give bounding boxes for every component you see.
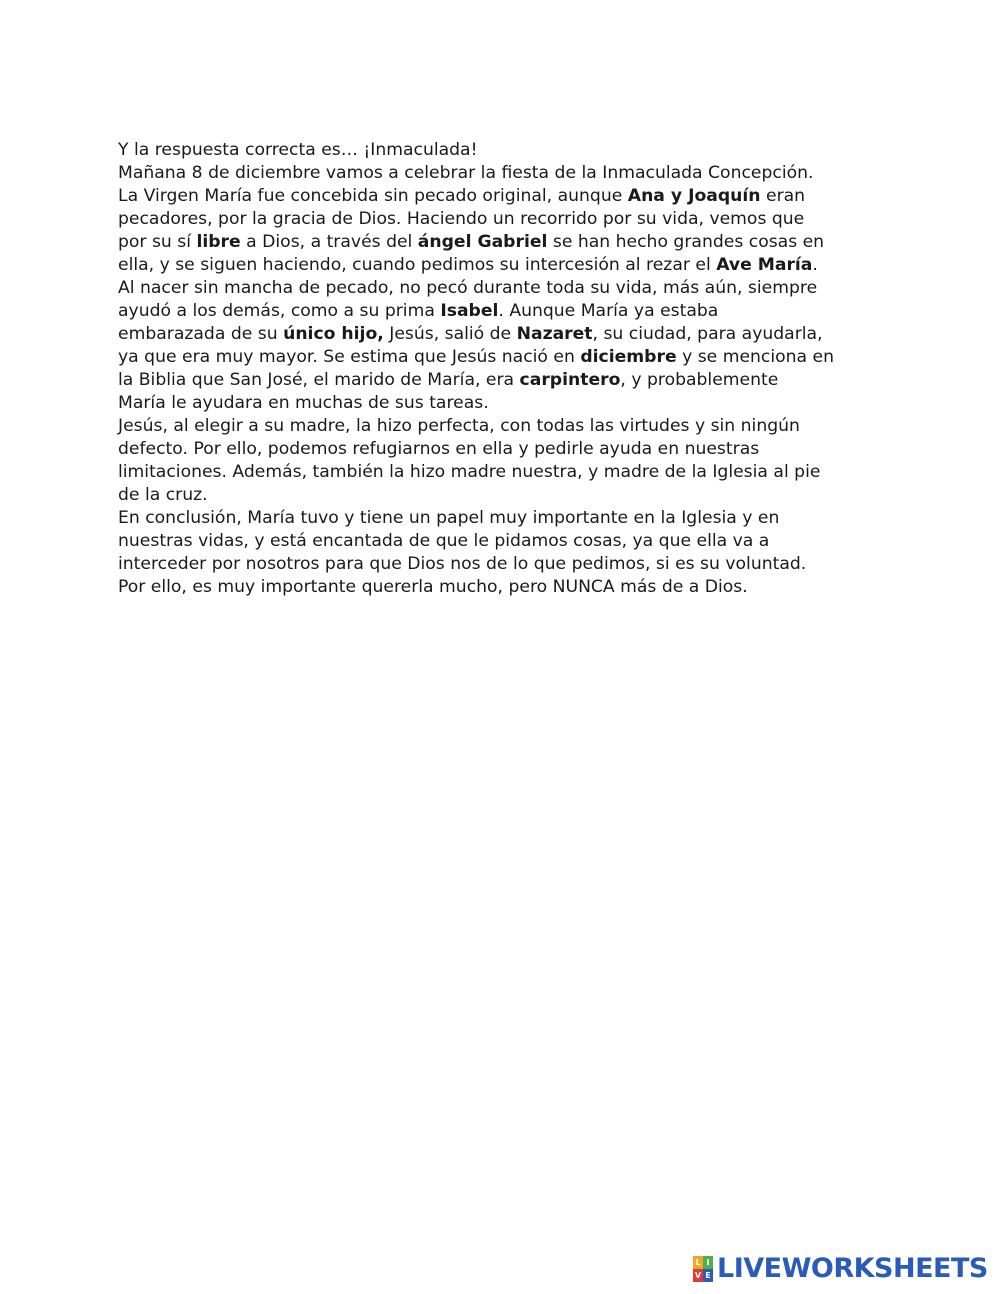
text-line	[118, 438, 888, 461]
text-line	[118, 576, 888, 599]
text-line	[118, 415, 888, 438]
text-line	[118, 208, 888, 231]
text-line	[118, 300, 888, 323]
text-line	[118, 553, 888, 576]
text-segment: interceder por nosotros para que Dios nos de lo que pedimos, si es su voluntad.	[118, 554, 807, 574]
logo-mark-cell: I	[703, 1256, 713, 1269]
bold-text: Isabel	[440, 301, 499, 321]
text-line	[118, 392, 888, 415]
bold-text: Ave María	[716, 255, 813, 275]
text-segment: ella, y se siguen haciendo, cuando pedimos su intercesión al rezar el	[118, 255, 717, 275]
text-segment: pecadores, por la gracia de Dios. Haciendo un recorrido por su vida, vemos que	[118, 209, 805, 229]
text-line	[118, 323, 888, 346]
bold-text: Ana y Joaquín	[627, 186, 761, 206]
text-segment: ayudó a los demás, como a su prima	[118, 301, 441, 321]
text-segment: La Virgen María fue concebida sin pecado original, aunque	[118, 186, 628, 206]
bold-text: libre	[196, 232, 241, 252]
text-segment: Mañana 8 de diciembre vamos a celebrar la fiesta de la Inmaculada Concepción.	[118, 163, 814, 183]
text-segment: limitaciones. Además, también la hizo madre nuestra, y madre de la Iglesia al pie	[118, 462, 821, 482]
logo-mark-cell: V	[693, 1269, 703, 1282]
text-segment: a Dios, a través del	[240, 232, 418, 252]
logo-text: LIVEWORKSHEETS	[717, 1253, 988, 1284]
bold-text: ángel Gabriel	[417, 232, 548, 252]
worksheet-text	[118, 139, 888, 599]
text-segment: ya que era muy mayor. Se estima que Jesús nació en	[118, 347, 581, 367]
text-segment: En conclusión, María tuvo y tiene un papel muy importante en la Iglesia y en	[118, 508, 780, 528]
logo-mark-icon	[693, 1256, 713, 1282]
logo-mark-cell: L	[693, 1256, 703, 1269]
text-segment: se han hecho grandes cosas en	[547, 232, 825, 252]
text-line	[118, 231, 888, 254]
text-line	[118, 369, 888, 392]
text-segment: Jesús, salió de	[383, 324, 517, 344]
bold-text: único hijo,	[283, 324, 384, 344]
text-segment: María le ayudara en muchas de sus tareas.	[118, 393, 489, 413]
text-segment: embarazada de su	[118, 324, 284, 344]
text-segment: , y probablemente	[620, 370, 779, 390]
text-line	[118, 484, 888, 507]
text-line	[118, 185, 888, 208]
text-segment: por su sí	[118, 232, 197, 252]
logo-mark-cell: E	[703, 1269, 713, 1282]
text-line	[118, 346, 888, 369]
text-line	[118, 254, 888, 277]
bold-text: carpintero	[519, 370, 621, 390]
text-segment: defecto. Por ello, podemos refugiarnos en ella y pedirle ayuda en nuestras	[118, 439, 760, 459]
text-segment: Jesús, al elegir a su madre, la hizo perfecta, con todas las virtudes y sin ningún	[118, 416, 800, 436]
text-segment: la Biblia que San José, el marido de María, era	[118, 370, 520, 390]
text-segment: Y la respuesta correcta es… ¡Inmaculada!	[118, 140, 478, 160]
text-line	[118, 461, 888, 484]
text-segment: . Aunque María ya estaba	[498, 301, 719, 321]
text-line	[118, 277, 888, 300]
text-segment: de la cruz.	[118, 485, 208, 505]
text-line	[118, 530, 888, 553]
text-segment: Por ello, es muy importante quererla mucho, pero NUNCA más de a Dios.	[118, 577, 748, 597]
text-segment: , su ciudad, para ayudarla,	[592, 324, 823, 344]
text-segment: Al nacer sin mancha de pecado, no pecó durante toda su vida, más aún, siempre	[118, 278, 818, 298]
text-segment: eran	[760, 186, 806, 206]
liveworksheets-logo	[693, 1254, 988, 1284]
text-segment: .	[812, 255, 818, 275]
bold-text: diciembre	[580, 347, 677, 367]
bold-text: Nazaret	[516, 324, 593, 344]
text-line	[118, 507, 888, 530]
text-line	[118, 139, 888, 162]
text-segment: y se menciona en	[676, 347, 835, 367]
text-segment: nuestras vidas, y está encantada de que le pidamos cosas, ya que ella va a	[118, 531, 770, 551]
text-line	[118, 162, 888, 185]
